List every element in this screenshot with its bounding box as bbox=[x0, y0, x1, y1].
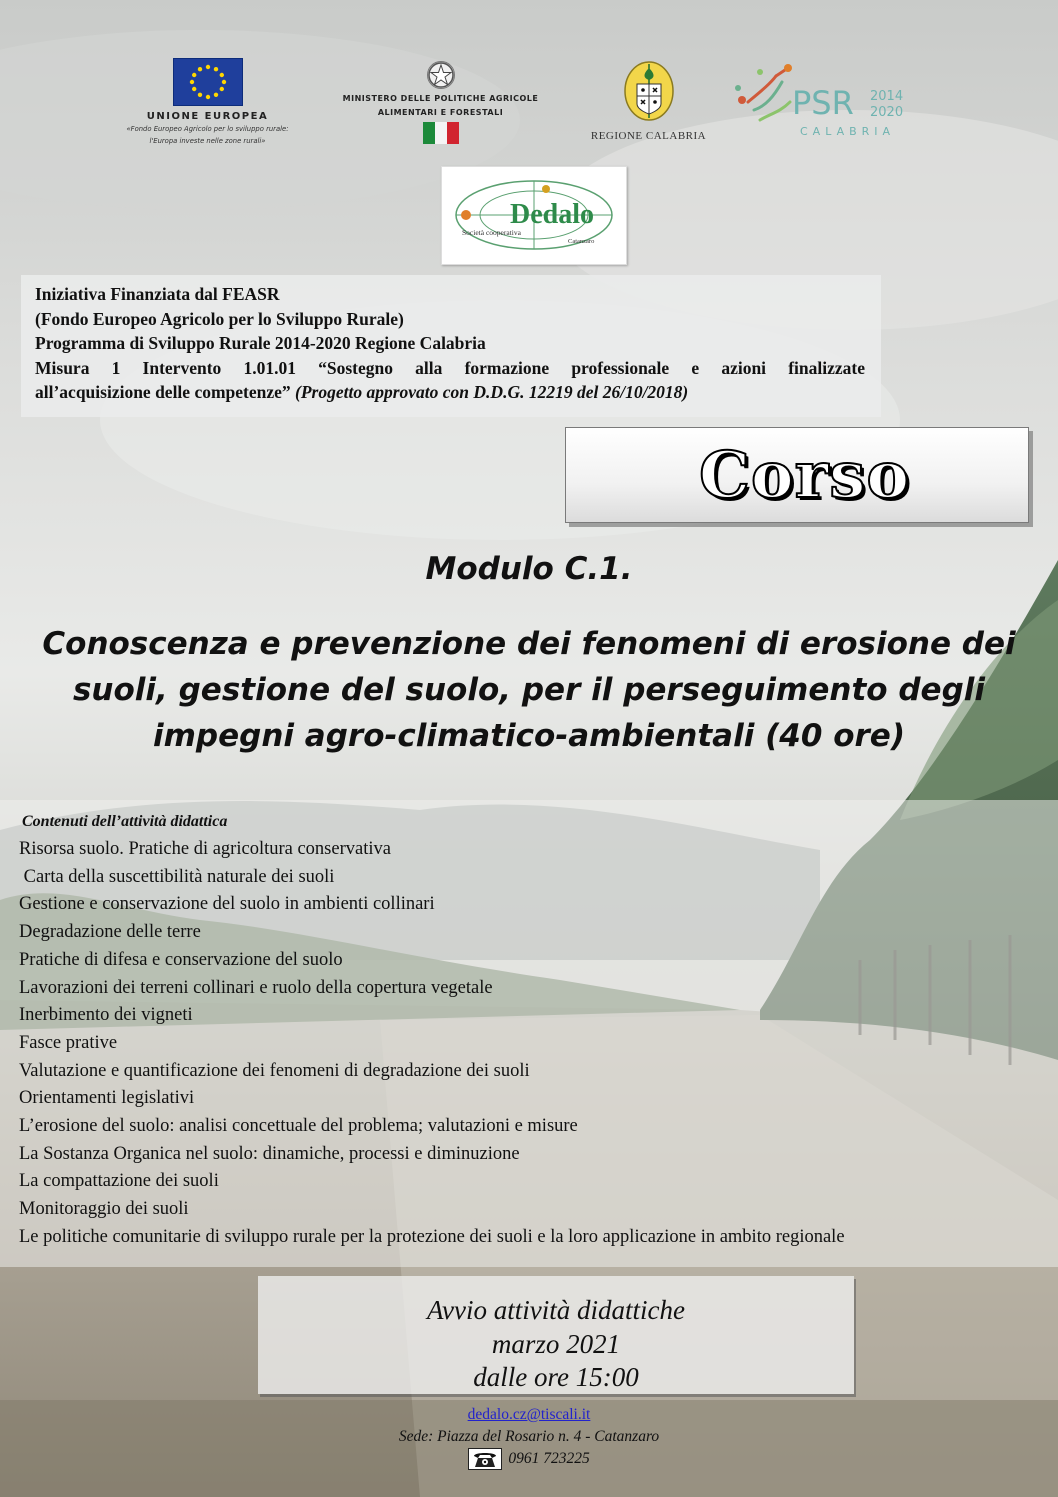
list-item: La Sostanza Organica nel suolo: dinamiche, processi e diminuzione bbox=[19, 1143, 520, 1164]
list-item: Fasce prative bbox=[19, 1032, 118, 1053]
course-title: Corso bbox=[698, 438, 910, 513]
funding-line-3: Programma di Sviluppo Rurale 2014-2020 Regione Calabria bbox=[35, 333, 486, 353]
dedalo-sub: Società cooperativa bbox=[462, 228, 521, 237]
phone-number: 0961 723225 bbox=[508, 1450, 590, 1467]
ministry-line-2: ALIMENTARI E FORESTALI bbox=[377, 108, 504, 117]
course-topic-line: Conoscenza e prevenzione dei fenomeni di erosione dei bbox=[42, 626, 1016, 662]
psr-years-1: 2014 bbox=[870, 89, 904, 104]
email-link[interactable]: dedalo.cz@tiscali.it bbox=[467, 1406, 591, 1423]
phone bbox=[468, 1448, 589, 1470]
list-item: Inerbimento dei vigneti bbox=[19, 1005, 193, 1026]
eu-motto-line-1: «Fondo Europeo Agricolo per lo sviluppo rurale: bbox=[126, 125, 289, 133]
funding-line-5 bbox=[35, 380, 865, 405]
dedalo-city: Catanzaro bbox=[568, 238, 595, 245]
list-item: Risorsa suolo. Pratiche di agricoltura conservativa bbox=[19, 839, 391, 859]
italian-emblem-icon bbox=[426, 60, 456, 90]
list-item: Orientamenti legislativi bbox=[19, 1088, 195, 1109]
psr-years-2: 2020 bbox=[870, 105, 904, 120]
module-title: Modulo C.1. bbox=[425, 551, 633, 587]
schedule-line-2: marzo 2021 bbox=[491, 1328, 621, 1359]
ministry-line-1: MINISTERO DELLE POLITICHE AGRICOLE bbox=[342, 94, 539, 103]
psr-text: PSR bbox=[792, 84, 854, 122]
calabria-crest-icon bbox=[623, 60, 675, 122]
funding-box bbox=[21, 275, 881, 417]
project-approval: (Progetto approvato con D.D.G. 12219 del 26/10/2018) bbox=[295, 382, 689, 402]
contact-info bbox=[0, 1404, 1058, 1477]
funding-line-4: Misura 1 Intervento 1.01.01 “Sostegno alla formazione professionale e azioni finalizzate bbox=[35, 357, 865, 378]
funding-line-2: (Fondo Europeo Agricolo per lo Sviluppo Rurale) bbox=[35, 308, 404, 329]
eu-logo bbox=[100, 58, 315, 146]
eu-motto-line-2: l'Europa investe nelle zone rurali» bbox=[149, 137, 266, 145]
list-item: Valutazione e quantificazione dei fenomeni di degradazione dei suoli bbox=[19, 1060, 530, 1081]
psr-region: CALABRIA bbox=[800, 125, 896, 138]
dedalo-logo bbox=[441, 166, 627, 265]
list-item: Pratiche di difesa e conservazione del suolo bbox=[19, 949, 343, 970]
eu-name: UNIONE EUROPEA bbox=[146, 111, 269, 122]
dedalo-name: Dedalo bbox=[510, 199, 594, 230]
address: Sede: Piazza del Rosario n. 4 - Catanzaro bbox=[398, 1428, 660, 1445]
telephone-icon bbox=[468, 1448, 502, 1470]
course-topic-line: impegni agro-climatico-ambientali (40 ore) bbox=[152, 718, 905, 754]
psr-calabria-logo bbox=[730, 62, 920, 144]
list-item: Carta della suscettibilità naturale dei suoli bbox=[19, 866, 335, 887]
contents-title: Contenuti dell’attività didattica bbox=[22, 813, 228, 830]
list-item: Gestione e conservazione del suolo in ambienti collinari bbox=[19, 894, 435, 915]
schedule-text bbox=[258, 1294, 854, 1395]
list-item: Le politiche comunitarie di sviluppo rurale per la protezione dei suoli e la loro applicazione in ambito regionale bbox=[19, 1226, 845, 1247]
schedule-line-3: dalle ore 15:00 bbox=[473, 1362, 639, 1392]
schedule-line-1: Avvio attività didattiche bbox=[427, 1295, 685, 1325]
course-topic bbox=[0, 621, 1058, 759]
contents-list bbox=[19, 836, 845, 1252]
funding-text bbox=[35, 282, 865, 405]
list-item: L’erosione del suolo: analisi concettuale del problema; valutazioni e misure bbox=[19, 1116, 578, 1137]
funding-line-1: Iniziativa Finanziata dal FEASR bbox=[35, 284, 280, 304]
ministry-logo bbox=[318, 60, 563, 144]
region-name: REGIONE CALABRIA bbox=[590, 130, 707, 142]
list-item: Monitoraggio dei suoli bbox=[19, 1199, 189, 1220]
list-item: La compattazione dei suoli bbox=[19, 1171, 219, 1192]
course-title-box bbox=[565, 427, 1029, 523]
list-item: Lavorazioni dei terreni collinari e ruolo della copertura vegetale bbox=[19, 977, 493, 998]
regione-calabria-logo bbox=[576, 60, 721, 142]
funding-line-5-text: all’acquisizione delle competenze” bbox=[35, 382, 291, 402]
list-item: Degradazione delle terre bbox=[19, 922, 201, 943]
logo-row bbox=[0, 50, 1058, 150]
italian-flag-icon bbox=[423, 122, 459, 144]
eu-flag-icon bbox=[173, 58, 243, 106]
course-topic-line: suoli, gestione del suolo, per il perseguimento degli bbox=[72, 672, 986, 708]
